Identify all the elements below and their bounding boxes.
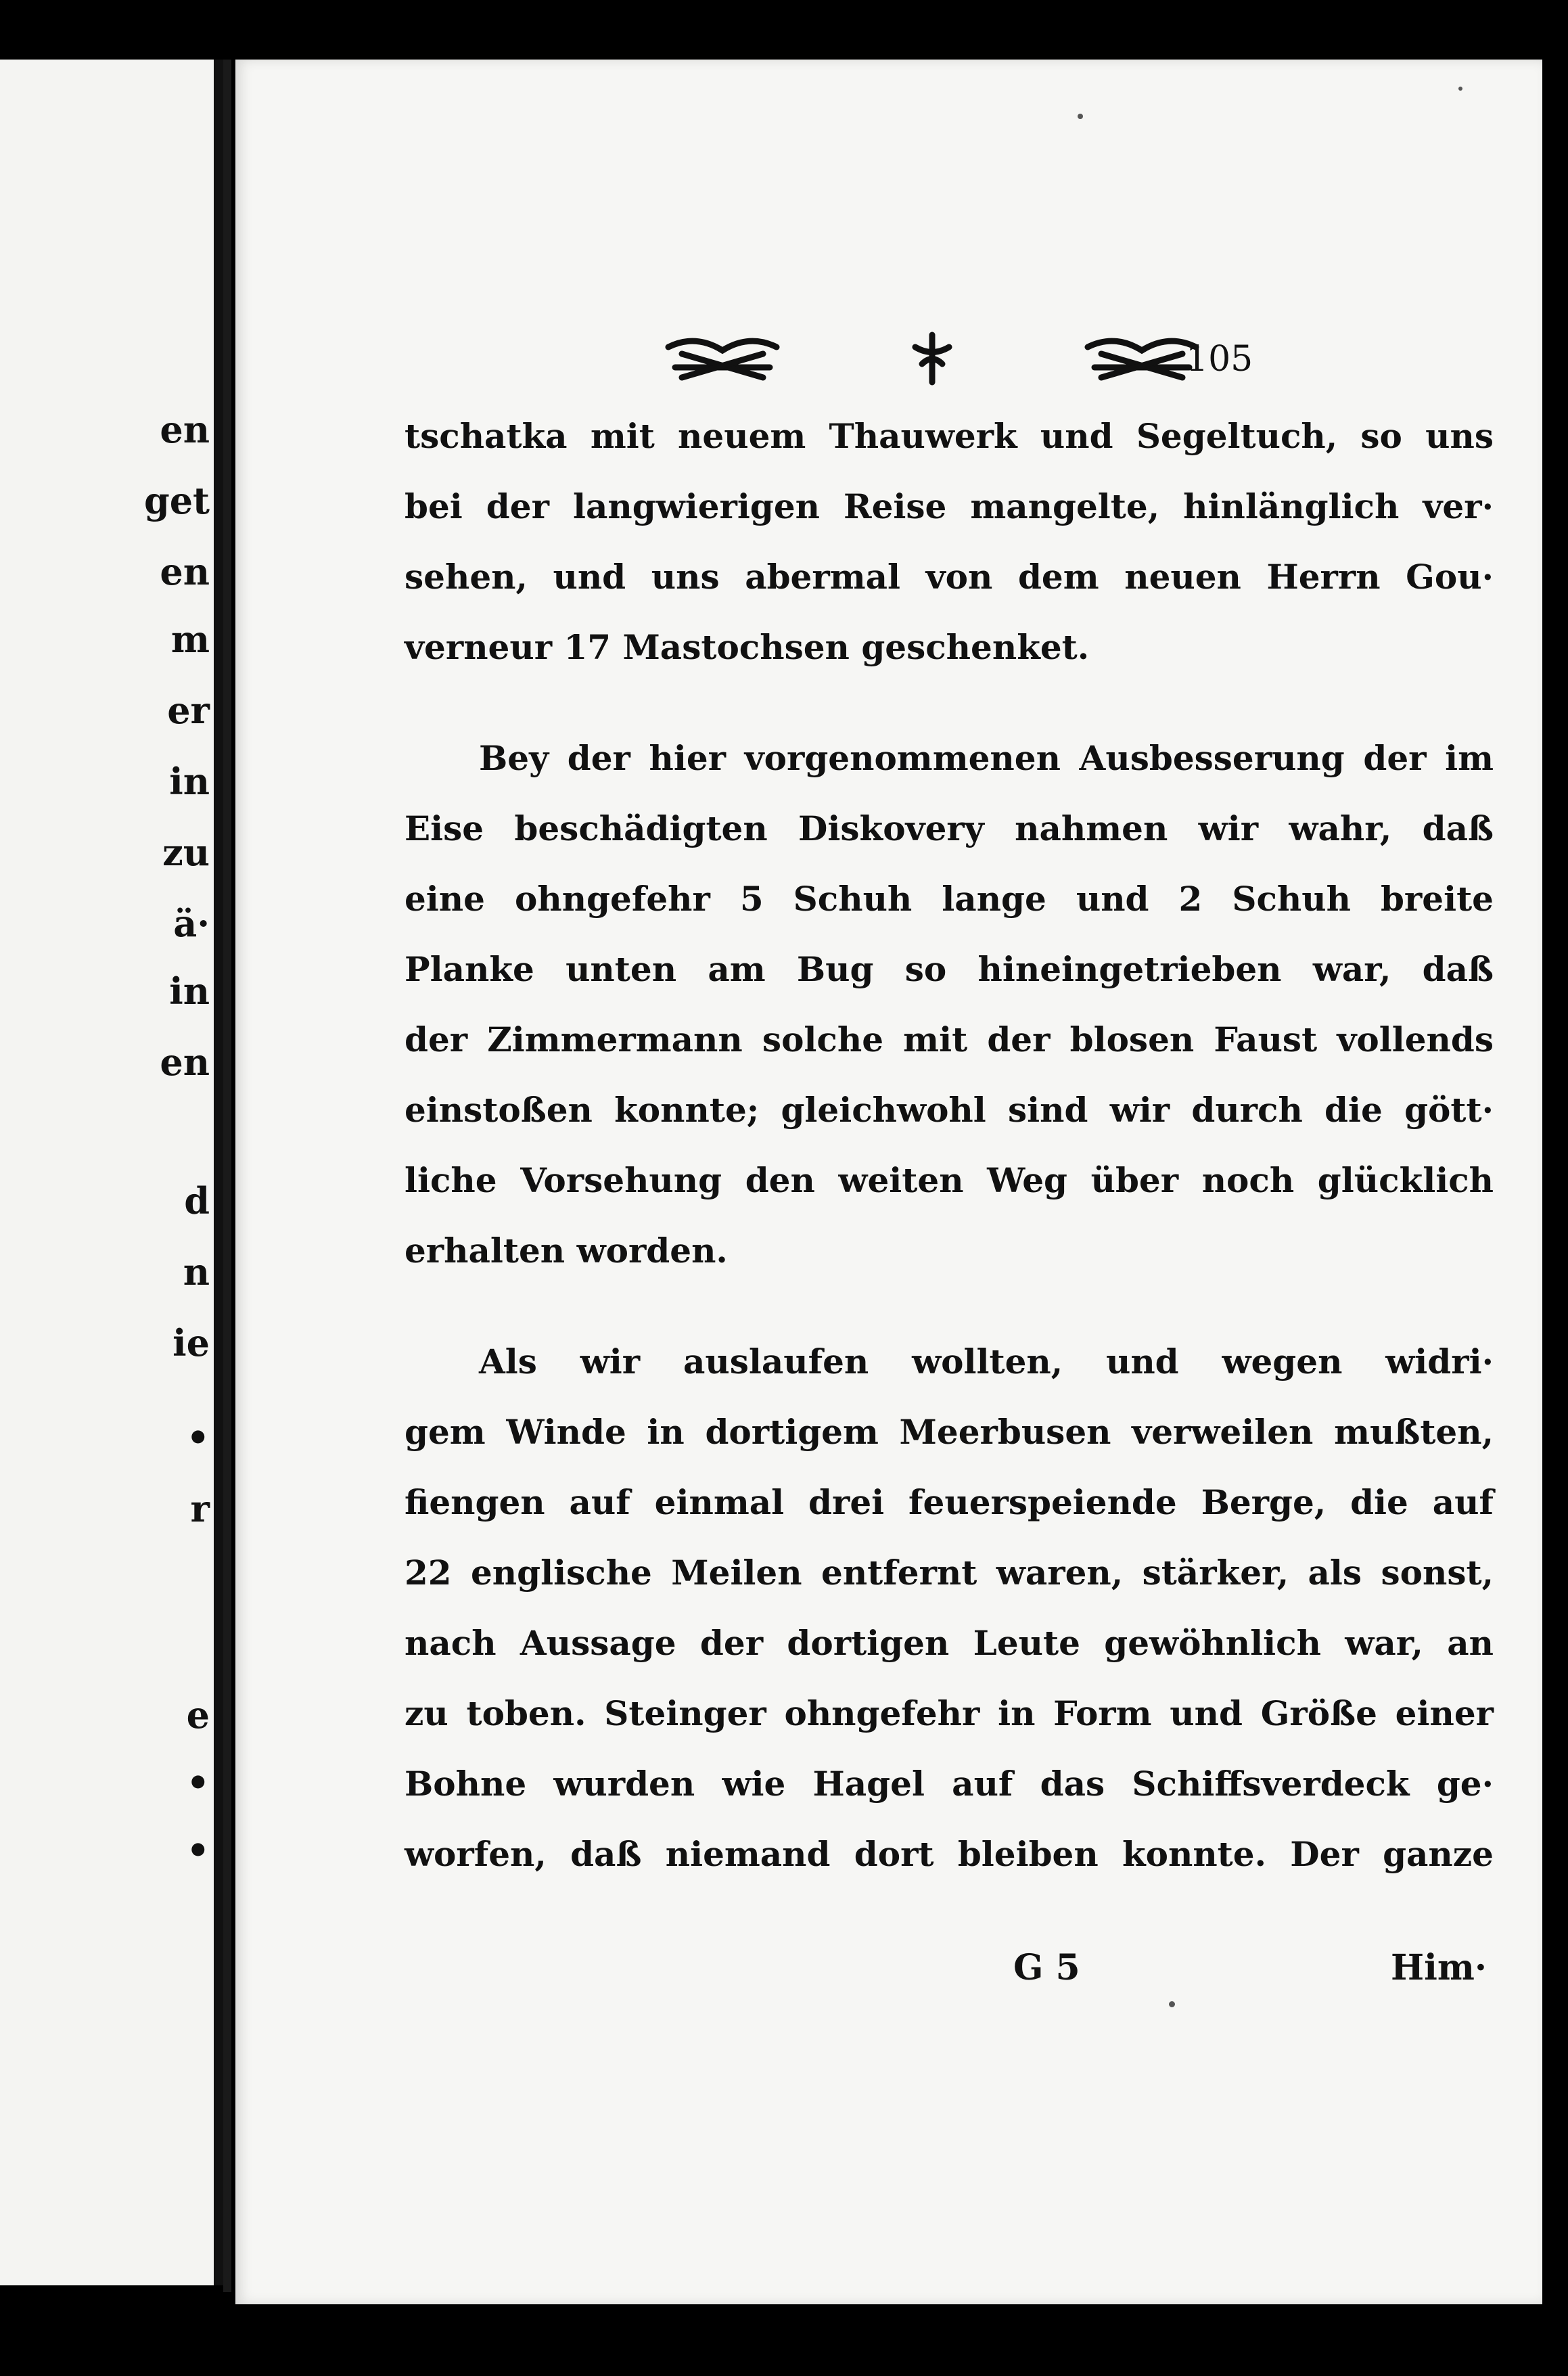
- paper-speck: [1458, 87, 1462, 91]
- book-gutter: [223, 60, 231, 2292]
- facing-page-fragment: er: [167, 689, 210, 732]
- paper-speck: [1169, 2001, 1175, 2007]
- paragraph: [405, 1327, 1494, 1890]
- text-line: einstoßen konnte; gleichwohl sind wir durch die gött·: [405, 1090, 1494, 1130]
- facing-page-fragment: in: [169, 760, 210, 803]
- text-line: sehen, und uns abermal von dem neuen Herrn Gou·: [405, 557, 1494, 597]
- facing-page-fragment: ie: [172, 1321, 210, 1365]
- facing-page-fragment: r: [190, 1487, 210, 1530]
- text-line: der Zimmermann solche mit der blosen Faust vollends: [405, 1020, 1494, 1059]
- facing-page-fragment: en: [160, 408, 210, 451]
- text-line: gem Winde in dortigem Meerbusen verweilen mußten,: [405, 1412, 1494, 1452]
- facing-page-fragment: en: [160, 1041, 210, 1084]
- text-line: liche Vorsehung den weiten Weg über noch glücklich: [405, 1160, 1494, 1200]
- text-line: tschatka mit neuem Thauwerk und Segeltuch, so uns: [405, 416, 1494, 456]
- text-line: zu toben. Steinger ohngefehr in Form und Größe einer: [405, 1693, 1494, 1733]
- facing-page: [0, 60, 223, 2285]
- book-page: [235, 60, 1542, 2304]
- facing-page-fragment: •: [186, 1761, 210, 1804]
- text-line: nach Aussage der dortigen Leute gewöhnlich war, an: [405, 1623, 1494, 1663]
- text-line: verneur 17 Mastochsen geschenket.: [405, 627, 1090, 667]
- paragraph: [405, 401, 1494, 683]
- text-line: Eise beschädigten Diskovery nahmen wir wahr, daß: [405, 808, 1494, 848]
- facing-page-fragment: d: [184, 1179, 210, 1223]
- facing-page-fragment: ä·: [173, 902, 210, 945]
- facing-page-fragment: •: [186, 1829, 210, 1872]
- printers-ornament-icon: [655, 327, 1209, 388]
- text-line: 22 englische Meilen entfernt waren, stärker, als sonst,: [405, 1553, 1494, 1593]
- text-line: eine ohngefehr 5 Schuh lange und 2 Schuh breite: [405, 879, 1494, 919]
- paragraph: [405, 723, 1494, 1286]
- paper-speck: [1078, 114, 1083, 119]
- catchword: Him·: [1390, 1947, 1487, 1988]
- page-number: 105: [1186, 339, 1253, 380]
- page-header: [235, 327, 1542, 388]
- page-footer: [405, 1947, 1494, 2008]
- facing-page-fragment: en: [160, 550, 210, 593]
- facing-page-fragment: e: [186, 1693, 210, 1737]
- text-line: Planke unten am Bug so hineingetrieben war, daß: [405, 949, 1494, 989]
- text-line: Bey der hier vorgenommenen Ausbesserung der im: [479, 738, 1494, 778]
- facing-page-fragment: m: [170, 618, 210, 661]
- text-line: Bohne wurden wie Hagel auf das Schiffsverdeck ge·: [405, 1764, 1494, 1804]
- facing-page-fragment: in: [169, 969, 210, 1013]
- signature-mark: G 5: [1013, 1947, 1080, 1988]
- text-line: worfen, daß niemand dort bleiben konnte. Der ganze: [405, 1834, 1494, 1874]
- facing-page-fragment: •: [186, 1416, 210, 1459]
- text-line: erhalten worden.: [405, 1231, 728, 1271]
- text-line: fiengen auf einmal drei feuerspeiende Berge, die auf: [405, 1482, 1494, 1522]
- facing-page-fragment: zu: [162, 831, 210, 874]
- text-line: Als wir auslaufen wollten, und wegen widri·: [479, 1342, 1494, 1381]
- facing-page-fragment: get: [143, 479, 210, 522]
- body-text: [405, 401, 1494, 1890]
- paragraph-gap: [405, 683, 1494, 723]
- paragraph-gap: [405, 1286, 1494, 1327]
- facing-page-fragment: n: [183, 1250, 210, 1294]
- text-line: bei der langwierigen Reise mangelte, hinlänglich ver·: [405, 486, 1494, 526]
